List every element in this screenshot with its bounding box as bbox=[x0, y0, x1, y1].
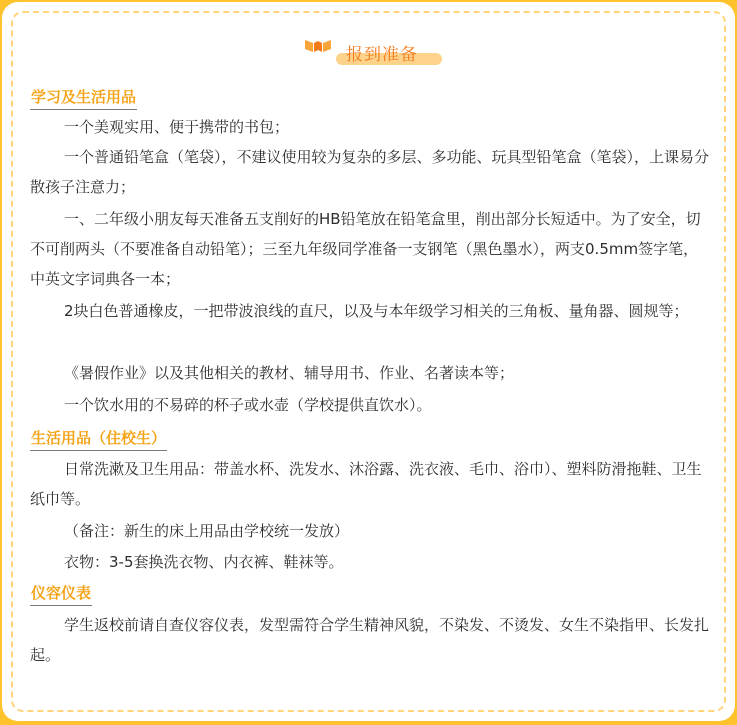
paragraph: 一、二年级小朋友每天准备五支削好的HB铅笔放在铅笔盒里，削出部分长短适中。为了安全，切不可削两头（不要准备自动铅笔）；三至九年级同学准备一支钢笔（黑色墨水），两支0.5mm签字笔，中英文字词典各一本； bbox=[30, 210, 701, 288]
paragraph: 2块白色普通橡皮，一把带波浪线的直尺，以及与本年级学习相关的三角板、量角器、圆规等； bbox=[64, 302, 689, 320]
paragraph: 一个普通铅笔盒（笔袋），不建议使用较为复杂的多层、多功能、玩具型铅笔盒（笔袋），上课易分散孩子注意力； bbox=[30, 148, 710, 196]
paragraph: 一个饮水用的不易碎的杯子或水壶（学校提供直饮水）。 bbox=[64, 396, 432, 414]
section-heading-boarding-supplies: 生活用品（住校生） bbox=[30, 427, 167, 451]
paragraph: 一个美观实用、便于携带的书包； bbox=[64, 118, 290, 136]
paragraph: 衣物：3-5套换洗衣物、内衣裤、鞋袜等。 bbox=[64, 553, 344, 571]
section-heading-appearance: 仪容仪表 bbox=[30, 582, 92, 606]
section-heading-study-supplies: 学习及生活用品 bbox=[30, 86, 137, 110]
paragraph: （备注：新生的床上用品由学校统一发放） bbox=[64, 522, 350, 540]
paragraph: 学生返校前请自查仪容仪表，发型需符合学生精神风貌，不染发、不烫发、女生不染指甲、长发扎起。 bbox=[30, 616, 710, 664]
paragraph: 日常洗漱及卫生用品：带盖水杯、洗发水、沐浴露、洗衣液、毛巾、浴巾）、塑料防滑拖鞋、卫生纸巾等。 bbox=[30, 460, 702, 508]
notice-card bbox=[2, 2, 735, 721]
book-icon bbox=[304, 39, 332, 53]
paragraph: 《暑假作业》以及其他相关的教材、辅导用书、作业、名著读本等； bbox=[64, 364, 515, 382]
page-title: 报到准备 bbox=[346, 45, 418, 65]
